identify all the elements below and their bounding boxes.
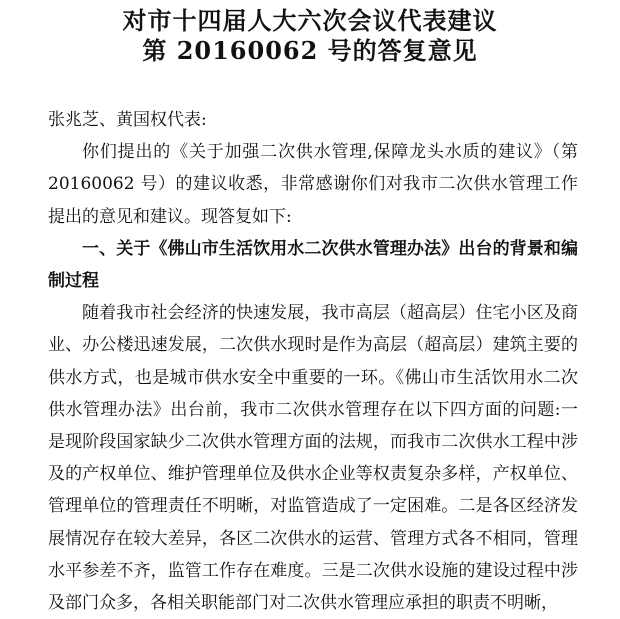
- document-body: [48, 104, 578, 619]
- document-title-line-2: 第 20160062 号的答复意见: [142, 36, 478, 65]
- paragraph-2: 随着我市社会经济的快速发展，我市高层（超高层）住宅小区及商业、办公楼迅速发展，二次供水现时是作为高层（超高层）建筑主要的供水方式，也是城市供水安全中重要的一环。《佛山市生活饮用水二次供水管理办法》出台前，我市二次供水管理存在以下四方面的问题:一是现阶段国家缺少二次供水管理方面的法规，而我市二次供水工程中涉及的产权单位、维护管理单位及供水企业等权责复杂多样，产权单位、管理单位的管理责任不明晰，对监管造成了一定困难。二是各区经济发展情况存在较大差异，各区二次供水的运营、管理方式各不相同，管理水平参差不齐，监管工作存在难度。三是二次供水设施的建设过程中涉及部门众多，各相关职能部门对二次供水管理应承担的职责不明晰，: [48, 303, 578, 614]
- section-1-heading: 一、关于《佛山市生活饮用水二次供水管理办法》出台的背景和编制过程: [48, 238, 578, 292]
- paragraph-1: 你们提出的《关于加强二次供水管理,保障龙头水质的建议》（第 20160062 号）的建议收悉，非常感谢你们对我市二次供水管理工作提出的意见和建议。现答复如下:: [48, 142, 578, 227]
- document-title-line-1: 对市十四届人大六次会议代表建议: [122, 6, 498, 35]
- salutation: 张兆芝、黄国权代表:: [48, 110, 207, 130]
